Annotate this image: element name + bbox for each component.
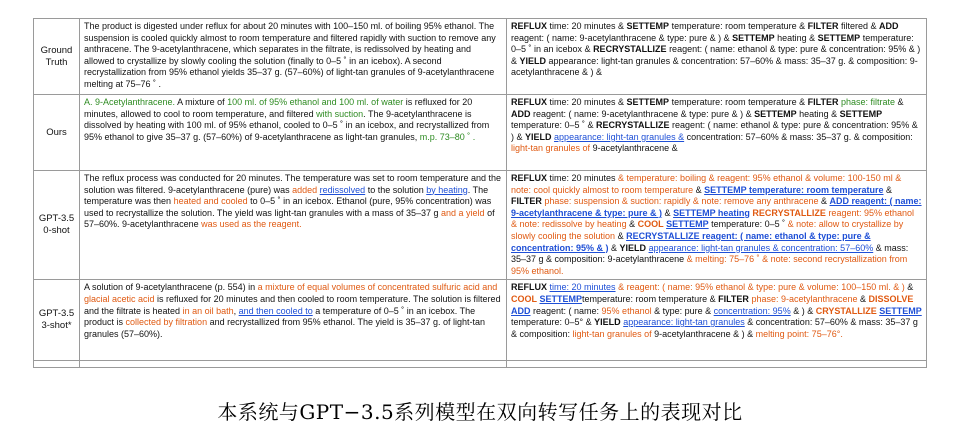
text-segment: YIELD [619, 242, 647, 253]
text-segment: phase: suspension & suction: rapidly & note: remove any anthracene [544, 196, 819, 207]
text-segment: time: 20 minutes [549, 282, 616, 293]
text-segment: & [904, 282, 914, 293]
text-segment: A solution of 9-acetylanthracene (p. 554) in [84, 282, 258, 293]
action-sequence [507, 171, 927, 280]
text-segment: & [626, 219, 638, 230]
text-segment: collected by filtration [125, 317, 208, 328]
text-segment: REFLUX [511, 21, 547, 31]
text-segment: phase: filtrate [838, 97, 895, 107]
text-segment: FILTER [511, 196, 542, 207]
text-segment: SETTEMP [879, 305, 922, 316]
text-segment: a temperature of 0–5 ˚ in an icebox. The product is [84, 305, 476, 328]
text-segment: & [608, 242, 620, 253]
text-segment: temperature: 0–5 ˚ [708, 219, 788, 230]
text-segment: 9-acetylanthracene & ) & [651, 328, 756, 339]
action-sequence [507, 95, 927, 171]
text-segment: added [292, 184, 318, 195]
text-segment: SETTEMP [839, 108, 883, 119]
text-segment: light-tan granules of [511, 143, 591, 154]
text-segment: 100 ml. of 95% ethanol and 100 ml. of water [227, 97, 404, 107]
text-segment: temperature: room temperature & [582, 293, 719, 304]
text-segment: A mixture of [175, 97, 228, 107]
text-segment: time: 20 minutes & [547, 97, 627, 107]
text-segment: & ) & [790, 305, 816, 316]
text-segment: temperature: 0–5 ˚ in an icebox & [511, 32, 914, 55]
text-segment: REFLUX [511, 173, 547, 183]
text-segment: appearance: light-tan granules [623, 317, 745, 328]
text-segment: concentration: 57–60% & mass: 35–37 g. & composition: [684, 131, 913, 142]
text-segment: YIELD [519, 55, 547, 66]
procedure-text [80, 19, 507, 95]
text-segment: ADD [511, 108, 531, 119]
text-segment: m.p. 73–80 ˚ . [419, 131, 476, 142]
text-segment: reagent: ( name: 9-acetylanthracene & type: pure & ) & [530, 108, 755, 119]
procedure-text [80, 171, 507, 280]
text-segment: FILTER [718, 293, 749, 304]
text-segment: temperature: 0–5 ˚ & [511, 120, 597, 131]
text-segment: SETTEMP [817, 32, 861, 43]
text-segment: RECRYSTALLIZE [752, 207, 826, 218]
text-segment: & [615, 230, 627, 241]
text-segment: & reagent: ( name: 95% ethanol & type: pure & volume: 100–150 ml. & ) [618, 282, 905, 293]
text-segment: to the solution [365, 184, 427, 195]
text-segment: to 0–5 ˚ in an icebox. Ethanol (pure, 95% concentration) was used to recrystallize the solution. The yield was light-tan granules with a mass of 35–37 g [84, 196, 492, 218]
row-label: GPT-3.5 0-shot [34, 171, 80, 280]
empty-cell [80, 361, 507, 368]
procedure-text [80, 280, 507, 361]
row-label: GPT-3.5 3-shot* [34, 280, 80, 361]
text-segment: reagent: ( name: ethanol & type: pure & concentration: 95% & ) & [511, 120, 918, 142]
text-segment: reagent: ( name: ethanol & type: pure & concentration: 95% & ) & [511, 44, 921, 66]
text-segment: SETTEMP temperature: room temperature [704, 184, 884, 195]
text-segment: . The temperature was then [84, 184, 489, 207]
text-segment: & temperature: boiling & reagent: 95% ethanol & volume: 100-150 ml & note: cool quickly almost to room temperature [511, 173, 902, 195]
text-segment: RECRYSTALLIZE [593, 44, 667, 55]
text-segment: CRYSTALLIZE [815, 305, 877, 316]
row-empty [34, 361, 927, 368]
text-segment: light-tan granules of [572, 328, 652, 339]
text-segment: REFLUX [511, 97, 547, 107]
text-segment: & [857, 293, 869, 304]
text-segment: appearance: light-tan granules & concentration: 57–60% [648, 242, 874, 253]
text-segment: , [233, 305, 239, 316]
text-segment: reagent: ( name: 9-acetylanthracene & type: pure & ) & [511, 32, 733, 43]
text-segment: The reflux process was conducted for 20 minutes. The temperature was set to room temperature and the solution was filtered. 9-acetylanthracene (pure) was [84, 173, 502, 195]
procedure-text [80, 95, 507, 171]
text-segment: phase: 9-acetylanthracene [751, 293, 858, 304]
text-segment: & type: pure & [651, 305, 714, 316]
text-segment: reagent: 95% ethanol & note: redissolve by heating [511, 207, 915, 230]
text-segment: by heating [426, 184, 468, 195]
text-segment: concentration: 95% [713, 305, 791, 316]
text-segment: SETTEMP [754, 108, 797, 119]
comparison-table [33, 18, 927, 368]
text-segment: YIELD [594, 317, 621, 328]
text-segment: appearance: light-tan granules & [554, 131, 685, 142]
text-segment: temperature: 0–5° & [511, 317, 595, 328]
action-sequence [507, 19, 927, 95]
row-label: Ground Truth [34, 19, 80, 95]
text-segment: SETTEMP [666, 219, 709, 230]
row-gpt35-0shot [34, 171, 927, 280]
text-segment: & mass: 35–37 g & composition: 9-acetylanthracene [511, 242, 909, 265]
text-segment: with suction [316, 108, 364, 119]
text-segment: is refluxed for 20 minutes and then cooled to room temperature. The solution is filtered and the filtrate is heated [84, 293, 501, 316]
text-segment: & [693, 184, 705, 195]
figure-caption: 本系统与GPT−3.5系列模型在双向转写任务上的表现对比 [217, 400, 743, 424]
text-segment: & [883, 184, 893, 195]
text-segment: SETTEMP [626, 21, 670, 31]
row-ours [34, 95, 927, 171]
text-segment: 9-acetylanthracene & [590, 143, 678, 154]
text-segment: The product is digested under reflux for about 20 minutes with 100–150 ml. of boiling 95% ethanol. The suspension is cooled quickly almost to room temperature and filtered rapidly with suction to remove any anthracene. The 9-acetylanthracene, which separates in the filtrate, is redissolved by heating and allowed to crystallize by slowly cooling the solution (finally to 0–5 ˚ in an icebox). A second recrystallization from 95% ethanol yields 35–37 g. (57–60%) of light-tan granules of 9-acetylanthracene melting at 75–76 ˚ . [84, 21, 496, 89]
text-segment: heating & [796, 108, 840, 119]
text-segment: FILTER [807, 21, 839, 31]
text-segment: 95% ethanol [601, 305, 652, 316]
text-segment: melting point: 75–76°. [755, 328, 843, 339]
text-segment: ADD [878, 21, 899, 31]
text-segment: of 57–60%. 9-acetylanthracene [84, 207, 495, 230]
text-segment: filtered & [838, 21, 879, 31]
text-segment: redissolved [319, 184, 366, 195]
text-segment: ADD reagent: ( name: 9-acetylanthracene & type: pure & ) [511, 196, 922, 218]
text-segment: & melting: 75–76 ˚ & note: second recrystallization from 95% ethanol. [511, 254, 908, 276]
text-segment: reagent: ( name: [530, 305, 602, 316]
empty-cell [507, 361, 927, 368]
text-segment: is refluxed for 20 minutes, allowed to cool to room temperature, and filtered [84, 97, 473, 119]
text-segment: SETTEMP [732, 32, 775, 43]
empty-cell [34, 361, 80, 368]
text-segment: time: 20 minutes & [547, 21, 627, 31]
text-segment: DISSOLVE [868, 293, 914, 304]
text-segment: FILTER [807, 97, 839, 107]
text-segment: ADD [511, 305, 531, 316]
row-label: Ours [34, 95, 80, 171]
row-gpt35-3shot [34, 280, 927, 361]
text-segment: and then cooled to [238, 305, 313, 316]
text-segment: SETTEMP [626, 97, 670, 107]
text-segment: was used as the reagent. [201, 219, 302, 230]
text-segment: heated and cooled [173, 196, 248, 207]
row-ground-truth [34, 19, 927, 95]
text-segment: & concentration: 57–60% & mass: 35–37 g & composition: [511, 317, 918, 339]
text-segment: SETTEMP [539, 293, 583, 304]
text-segment: COOL [637, 219, 664, 230]
text-segment: YIELD [525, 131, 552, 142]
text-segment: a mixture of equal volumes of concentrated sulfuric acid and glacial acetic acid [84, 282, 498, 304]
text-segment: temperature: room temperature & [669, 97, 808, 107]
text-segment: time: 20 minutes [547, 173, 619, 183]
text-segment: & [894, 97, 904, 107]
text-segment: REFLUX [511, 282, 547, 293]
text-segment: appearance: light-tan granules & concentration: 57–60% & mass: 35–37 g. & composition: 9-acetylanthracene & ) & [511, 55, 918, 78]
text-segment: A. 9-Acetylanthracene. [84, 97, 176, 107]
text-segment: and a yield [441, 207, 485, 218]
text-segment: & [818, 196, 830, 207]
text-segment: & note: allow to crystallize by slowly cooling the solution [511, 219, 904, 241]
text-segment: RECRYSTALLIZE reagent: ( name: ethanol & type: pure & concentration: 95% & ) [511, 230, 871, 253]
text-segment: RECRYSTALLIZE [596, 120, 670, 131]
text-segment: in an oil bath [182, 305, 234, 316]
text-segment: SETTEMP heating [673, 207, 750, 218]
text-segment: and recrystallized from 95% ethanol. The yield is 35–37 g. of light-tan granules (57–60%). [84, 317, 486, 339]
text-segment: heating & [774, 32, 818, 43]
text-segment: . The 9-acetylanthracene is dissolved by heating with 100 ml. of 95% ethanol, cooled to 0–5 ˚ in an icebox, and recrystallized from 95% ethanol to give 35–37 g. (57–60%) of 9-acetylanthracene as light-tan granules, [84, 108, 490, 142]
text-segment: & [662, 207, 674, 218]
text-segment: temperature: room temperature & [669, 21, 808, 31]
action-sequence [507, 280, 927, 361]
text-segment: COOL [511, 293, 537, 304]
